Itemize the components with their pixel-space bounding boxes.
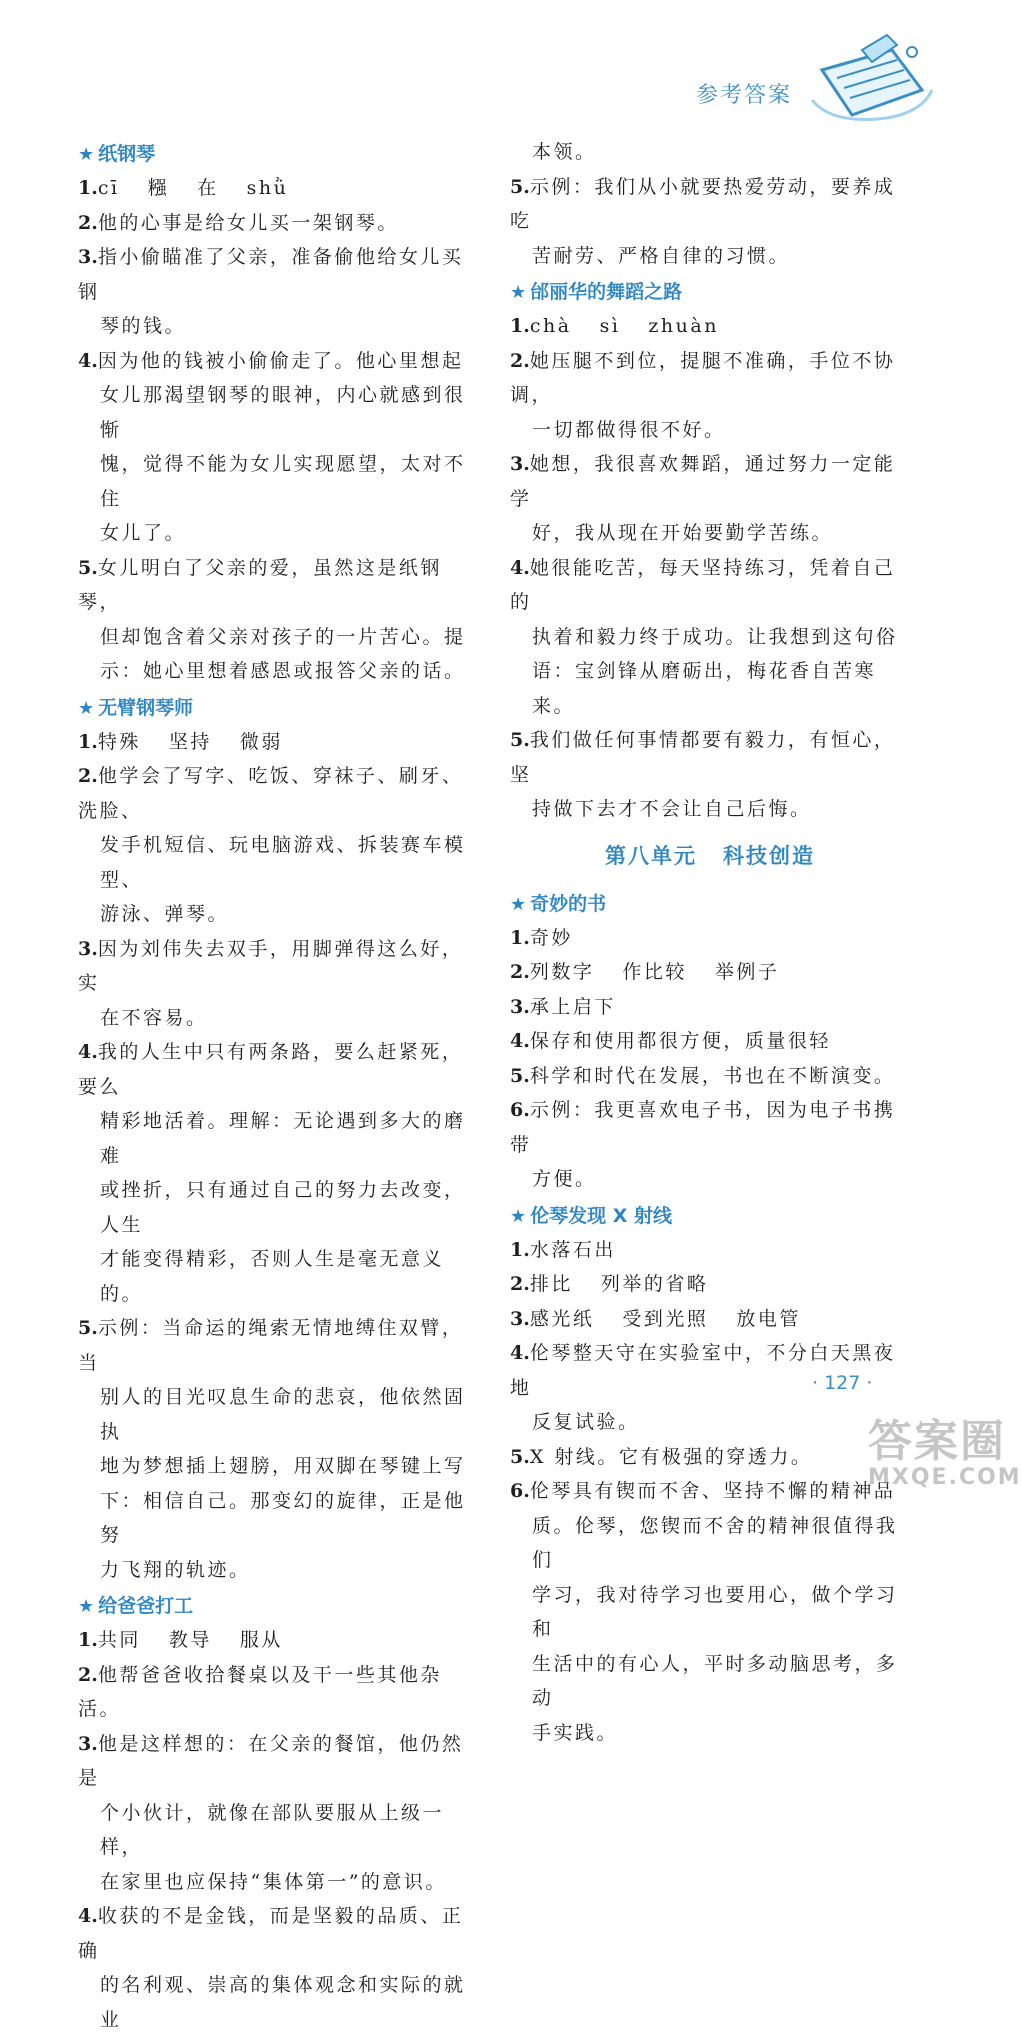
answer-item: 6.伦琴具有锲而不舍、坚持不懈的精神品 质。伦琴，您锲而不舍的精神很值得我们 学习，我对待学习也要用心，做个学习和 生活中的有心人，平时多动脑思考，多动 手实践。 — [510, 1480, 898, 1744]
answer-item: 1.chà sì zhuàn — [510, 315, 719, 337]
answer-item: 2.他学会了写字、吃饭、穿袜子、刷牙、洗脸、 发手机短信、玩电脑游戏、拆装赛车模型、 游泳、弹琴。 — [78, 765, 466, 925]
left-column — [78, 135, 478, 2037]
section-title-qimiao-de-shu: ★ 奇妙的书 — [510, 892, 607, 915]
answer-item: 5.女儿明白了父亲的爱，虽然这是纸钢琴， 但却饱含着父亲对孩子的一片苦心。提 示：她心里想着感恩或报答父亲的话。 — [78, 556, 466, 682]
answer-item: 1.共同 教导 服从 — [78, 1629, 283, 1651]
answer-item: 4.收获的不是金钱，而是坚毅的品质、正确 的名利观、崇高的集体观念和实际的就业 — [78, 1905, 466, 2031]
star-icon: ★ — [78, 1596, 95, 1617]
answer-item: 2.排比 列举的省略 — [510, 1273, 709, 1295]
star-icon: ★ — [78, 697, 95, 719]
unit-title: 第八单元 科技创造 — [605, 843, 815, 868]
answer-item: 2.他帮爸爸收拾餐桌以及干一些其他杂活。 — [78, 1663, 442, 1720]
answer-item: 3.承上启下 — [510, 995, 616, 1018]
star-icon: ★ — [78, 144, 95, 165]
star-icon: ★ — [510, 893, 527, 915]
answer-item: 2.她压腿不到位，提腿不准确，手位不协调， 一切都做得很不好。 — [510, 349, 896, 441]
section-title-gei-baba-dagong: ★ 给爸爸打工 — [78, 1595, 194, 1617]
answer-item: 3.感光纸 受到光照 放电管 — [510, 1307, 801, 1330]
answer-item: 5.科学和时代在发展，书也在不断演变。 — [510, 1064, 896, 1087]
page-header — [642, 30, 942, 130]
answer-item: 3.因为刘伟失去双手，用脚弹得这么好，实 在不容易。 — [78, 937, 464, 1029]
answer-item: 2.他的心事是给女儿买一架钢琴。 — [78, 211, 399, 234]
answer-item: 4.伦琴整天守在实验室中，不分白天黑夜地 反复试验。 — [510, 1342, 896, 1433]
answer-item: 4.保存和使用都很方便，质量很轻 — [510, 1030, 831, 1052]
answer-item: 1.cī 糨 在 shǜ — [78, 177, 289, 199]
answer-item: 3.指小偷瞄准了父亲，准备偷他给女儿买钢 琴的钱。 — [78, 246, 464, 337]
answer-item: 6.示例：我更喜欢电子书，因为电子书携带 方便。 — [510, 1099, 896, 1190]
section-title-wubi-gangqinshi: ★ 无臂钢琴师 — [78, 696, 194, 719]
answer-item: 4.她很能吃苦，每天坚持练习，凭着自己的 执着和毅力终于成功。让我想到这句俗 语：宝剑锋从磨砺出，梅花香自苦寒来。 — [510, 556, 898, 717]
answer-item-continued: 本领。 — [532, 141, 597, 163]
section-title-zhi-gangqin: ★ 纸钢琴 — [78, 143, 156, 165]
answer-item: 5.X 射线。它有极强的穿透力。 — [510, 1445, 813, 1468]
page-number: · 127 · — [812, 1372, 873, 1394]
answer-item: 5.示例：我们从小就要热爱劳动，要养成吃 苦耐劳、严格自律的习惯。 — [510, 175, 896, 267]
star-icon: ★ — [510, 282, 527, 303]
section-title-lunqin-xray: ★ 伦琴发现 X 射线 — [510, 1204, 673, 1227]
right-column — [510, 135, 910, 1750]
answer-item: 2.列数字 作比较 举例子 — [510, 961, 780, 983]
answer-item: 3.她想，我很喜欢舞蹈，通过努力一定能学 好，我从现在开始要勤学苦练。 — [510, 453, 896, 544]
answer-item: 1.水落石出 — [510, 1238, 616, 1261]
answer-item: 1.奇妙 — [510, 926, 573, 949]
answer-item: 4.我的人生中只有两条路，要么赶紧死，要么 精彩地活着。理解：无论遇到多大的磨难 或挫折，只有通过自己的努力去改变，人生 才能变得精彩，否则人生是毫无意义的。 — [78, 1041, 466, 1305]
pencil-notebook-icon — [792, 30, 942, 130]
star-icon: ★ — [510, 1205, 527, 1227]
answer-item: 5.我们做任何事情都要有毅力，有恒心，坚 持做下去才不会让自己后悔。 — [510, 729, 896, 820]
answer-item: 1.特殊 坚持 微弱 — [78, 730, 283, 753]
answer-item: 3.他是这样想的：在父亲的餐馆，他仍然是 个小伙计，就像在部队要服从上级一样， 在家里也应保持“集体第一”的意识。 — [78, 1732, 464, 1893]
section-title-tai-lihua: ★ 邰丽华的舞蹈之路 — [510, 281, 683, 303]
watermark-logo: 答案圈 MXQE.COM — [868, 1416, 1022, 1490]
answer-item: 5.示例：当命运的绳索无情地缚住双臂，当 别人的目光叹息生命的悲哀，他依然固执 地为梦想插上翅膀，用双脚在琴键上写 下：相信自己。那变幻的旋律，正是他努 力飞翔的轨迹。 — [78, 1317, 466, 1581]
answer-item: 4.因为他的钱被小偷偷走了。他心里想起 女儿那渴望钢琴的眼神，内心就感到很惭 愧，觉得不能为女儿实现愿望，太对不住 女儿了。 — [78, 349, 466, 544]
header-title: 参考答案 — [695, 83, 792, 108]
